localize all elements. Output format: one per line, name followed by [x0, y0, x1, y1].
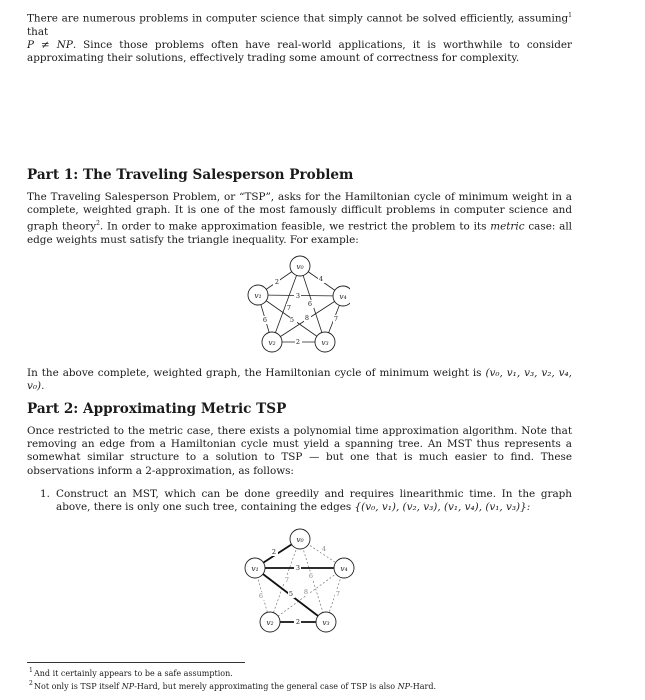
intro-paragraph: There are numerous problems in computer science that simply cannot be solved efficiently, assuming$^1$ that P ≠ NP. Since those problems often have real-world applications, it is worthwhile to consider approximating their solutions, effectively trading some amount of correctness for complexity.: [27, 12, 573, 65]
weight-v1-v4: 3: [295, 292, 301, 300]
mst-weight-v0-v3: 6: [308, 572, 314, 580]
footnote-mark-2: 2: [29, 680, 33, 687]
part2-heading: Part 2: Approximating Metric TSP: [27, 401, 287, 417]
weight-v4-v2: 8: [304, 314, 310, 322]
mst-graph: [236, 526, 358, 636]
node-label-v3: v₃: [321, 338, 329, 347]
node-label-v2: v₂: [268, 338, 276, 347]
part1-heading: Part 1: The Traveling Salesperson Problem: [27, 167, 354, 183]
mst-weight-v1-v2: 6: [258, 592, 264, 600]
footnote-1: And it certainly appears to be a safe assumption.: [34, 669, 233, 678]
mst-weight-v1-v4: 3: [295, 564, 301, 572]
node-label-v1: v₁: [254, 291, 262, 300]
mst-weight-v0-v4: 4: [321, 545, 327, 553]
weight-v0-v1: 2: [274, 278, 280, 286]
mst-node-label-v1: v₁: [251, 564, 259, 573]
p-neq-np: P ≠ NP: [27, 38, 73, 51]
weight-v4-v3: 7: [333, 315, 339, 323]
footnote-rule: [27, 662, 245, 663]
node-label-v4: v₄: [339, 292, 347, 301]
mst-node-label-v2: v₂: [266, 618, 274, 627]
mst-weight-v0-v1: 2: [271, 548, 277, 556]
weight-v2-v3: 2: [295, 338, 301, 346]
mst-node-label-v0: v₀: [296, 535, 304, 544]
footnote-ref-1[interactable]: 1: [568, 12, 572, 19]
mst-weight-v4-v2: 8: [303, 588, 309, 596]
weight-v0-v3: 6: [307, 300, 313, 308]
tsp-graph: [240, 250, 350, 356]
footnote-ref-2[interactable]: 2: [96, 220, 100, 228]
footnote-mark-1: 1: [29, 667, 33, 674]
node-label-v0: v₀: [296, 262, 304, 271]
list-number: 1.: [40, 488, 50, 500]
weight-v0-v4: 4: [318, 275, 324, 283]
result-sentence: In the above complete, weighted graph, the Hamiltonian cycle of minimum weight is (v₀, v₁, v₃, v₂, v₄, v₀).: [27, 367, 572, 393]
result-cycle: (v₀, v₁, v₃, v₂, v₄, v₀).: [27, 367, 572, 393]
mst-edge-set: {(v₀, v₁), (v₂, v₃), (v₁, v₄), (v₁, v₃)}:: [354, 501, 531, 514]
weight-v1-v2: 6: [262, 316, 268, 324]
part1-paragraph: The Traveling Salesperson Problem, or “TSP”, asks for the Hamiltonian cycle of minimum weight in a complete, weighted graph. It is one of the most famously difficult problems in computer science and graph theory$^2$. In order to make approximation feasible, we restrict the problem to its metric case: all edge weights must satisfy the triangle inequality. For example:: [27, 191, 572, 247]
mst-node-label-v3: v₃: [322, 618, 330, 627]
mst-weight-v0-v2: 7: [284, 576, 290, 584]
mst-node-label-v4: v₄: [340, 564, 348, 573]
mst-weight-v4-v3: 7: [335, 590, 341, 598]
footnote-2: Not only is TSP itself NP-Hard, but merely approximating the general case of TSP is also NP-Hard.: [34, 682, 436, 691]
mst-weight-v1-v3: 5: [288, 590, 294, 598]
weight-v0-v2: 7: [286, 304, 292, 312]
mst-weight-v2-v3: 2: [295, 618, 301, 626]
list-item-1: 1. Construct an MST, which can be done greedily and requires linearithmic time. In the graph above, there is only one such tree, containing the edges {(v₀, v₁), (v₂, v₃), (v₁, v₄), (v₁, v₃)}:: [40, 488, 572, 514]
weight-v1-v3: 5: [289, 316, 295, 324]
part2-paragraph: Once restricted to the metric case, there exists a polynomial time approximation algorithm. Note that removing an edge from a Hamiltonian cycle must yield a spanning tree. An MST thus represents a somewhat similar structure to a solution to TSP — but one that is much easier to find. These observations inform a 2-approximation, as follows:: [27, 425, 572, 477]
